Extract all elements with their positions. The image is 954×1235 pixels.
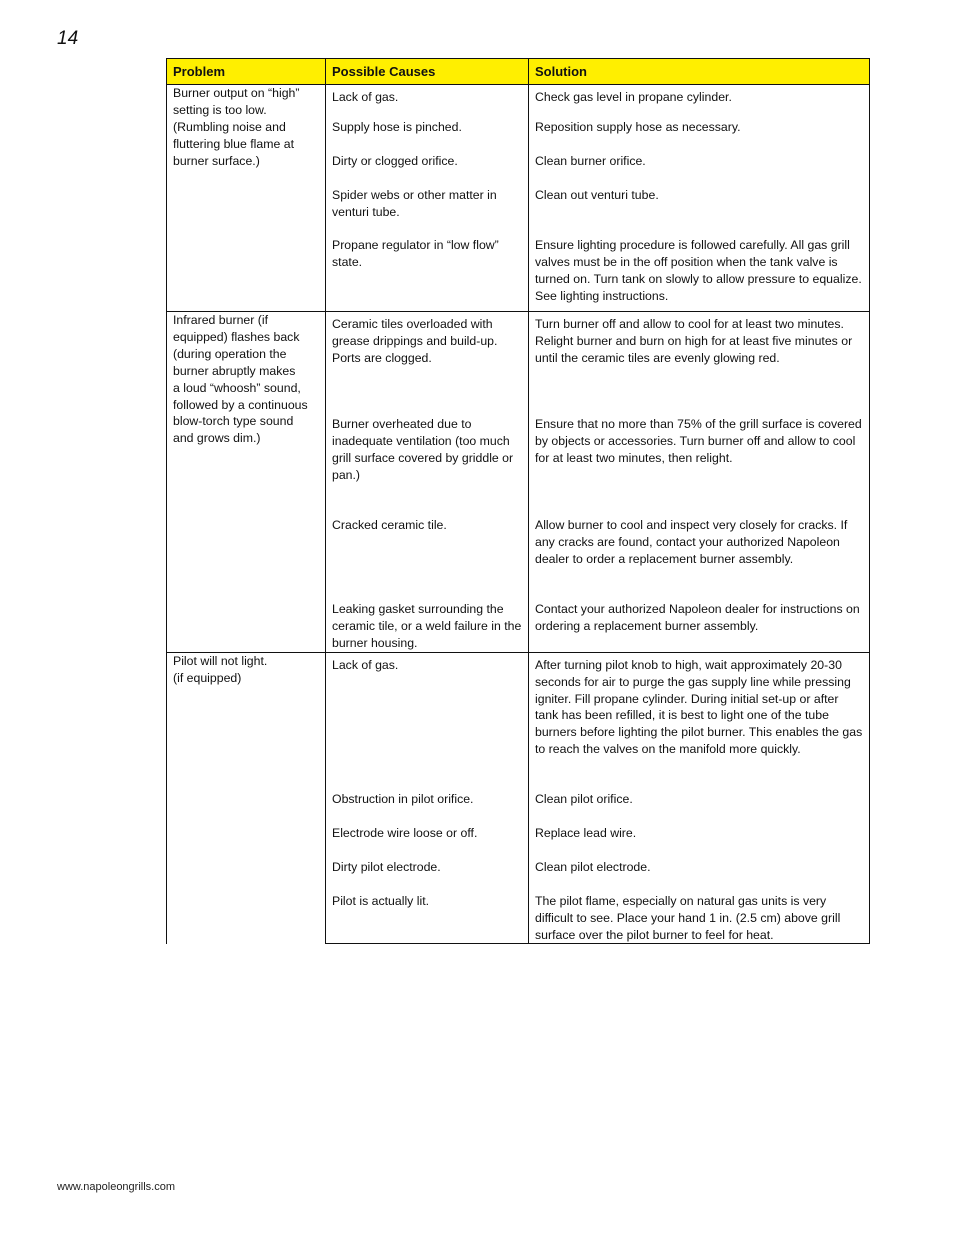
problem-cell: Infrared burner (if equipped) flashes back (during operation the burner abruptly makes a loud “whoosh” sound, followed by a continuous blow-torch type sound and grows dim.) [167, 312, 326, 653]
solution-cell: Ensure that no more than 75% of the grill surface is covered by objects or accessories. Turn burner off and allow to cool for at least two minutes, then relight. [529, 416, 870, 517]
table-row [167, 312, 870, 417]
page-number: 14 [57, 28, 79, 49]
problem-cell: Burner output on “high” setting is too low. (Rumbling noise and fluttering blue flame at burner surface.) [167, 85, 326, 312]
solution-cell: Ensure lighting procedure is followed carefully. All gas grill valves must be in the off position when the tank valve is turned on. Turn tank on slowly to allow pressure to equalize. See lighting instructions. [529, 237, 870, 312]
header-solution: Solution [529, 59, 870, 85]
solution-cell: Replace lead wire. [529, 825, 870, 859]
header-possible-causes: Possible Causes [326, 59, 529, 85]
cause-cell: Spider webs or other matter in venturi tube. [326, 187, 529, 237]
table-row [167, 652, 870, 791]
footer-website-url: www.napoleongrills.com [57, 1181, 175, 1193]
problem-cell: Pilot will not light. (if equipped) [167, 652, 326, 944]
solution-cell: Turn burner off and allow to cool for at least two minutes. Relight burner and burn on high for at least five minutes or until the ceramic tiles are evenly glowing red. [529, 312, 870, 417]
table-header-row [167, 59, 870, 85]
table-row [167, 85, 870, 120]
cause-cell: Electrode wire loose or off. [326, 825, 529, 859]
solution-cell: The pilot flame, especially on natural gas units is very difficult to see. Place your hand 1 in. (2.5 cm) above grill surface over the pilot burner to feel for heat. [529, 893, 870, 944]
cause-cell: Pilot is actually lit. [326, 893, 529, 944]
cause-cell: Burner overheated due to inadequate ventilation (too much grill surface covered by griddle or pan.) [326, 416, 529, 517]
cause-cell: Lack of gas. [326, 652, 529, 791]
cause-cell: Cracked ceramic tile. [326, 517, 529, 601]
cause-cell: Lack of gas. [326, 85, 529, 120]
header-problem: Problem [167, 59, 326, 85]
solution-cell: Reposition supply hose as necessary. [529, 119, 870, 153]
solution-cell: Clean pilot electrode. [529, 859, 870, 893]
solution-cell: Contact your authorized Napoleon dealer for instructions on ordering a replacement burner assembly. [529, 601, 870, 652]
cause-cell: Leaking gasket surrounding the ceramic tile, or a weld failure in the burner housing. [326, 601, 529, 652]
cause-cell: Obstruction in pilot orifice. [326, 791, 529, 825]
solution-cell: Clean burner orifice. [529, 153, 870, 187]
cause-cell: Supply hose is pinched. [326, 119, 529, 153]
solution-cell: Clean pilot orifice. [529, 791, 870, 825]
cause-cell: Dirty pilot electrode. [326, 859, 529, 893]
solution-cell: Allow burner to cool and inspect very closely for cracks. If any cracks are found, contact your authorized Napoleon dealer to order a replacement burner assembly. [529, 517, 870, 601]
cause-cell: Dirty or clogged orifice. [326, 153, 529, 187]
cause-cell: Ceramic tiles overloaded with grease drippings and build-up. Ports are clogged. [326, 312, 529, 417]
solution-cell: Clean out venturi tube. [529, 187, 870, 237]
cause-cell: Propane regulator in “low flow” state. [326, 237, 529, 312]
solution-cell: Check gas level in propane cylinder. [529, 85, 870, 120]
troubleshooting-table [166, 58, 870, 944]
solution-cell: After turning pilot knob to high, wait approximately 20-30 seconds for air to purge the gas supply line while pressing igniter. Fill propane cylinder. During initial set-up or after tank has been refilled, it is best to light one of the tube burners before lighting the pilot burner. This enables the gas to reach the valves on the manifold more quickly. [529, 652, 870, 791]
